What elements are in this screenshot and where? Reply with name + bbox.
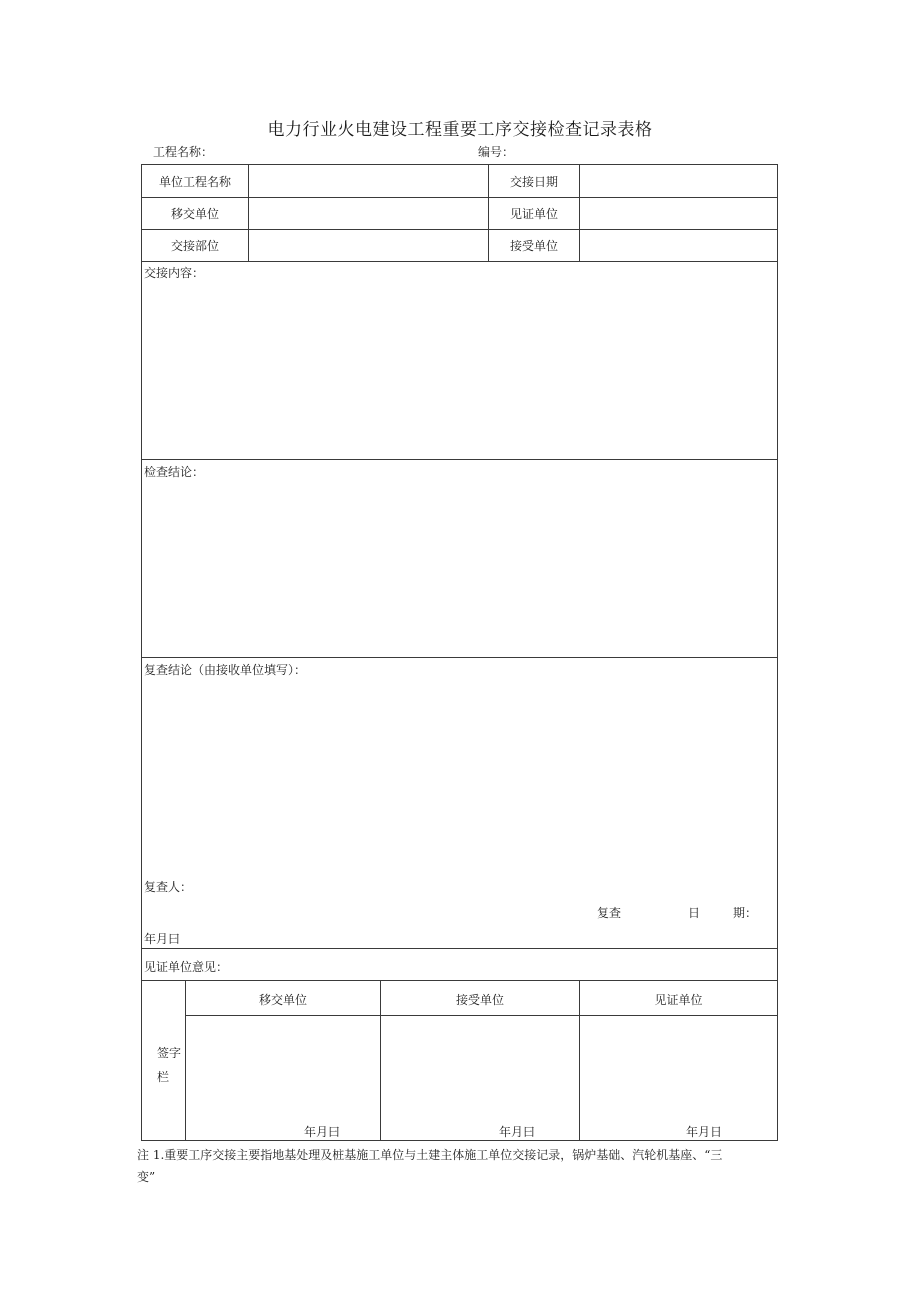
receiving-unit-label: 接受单位 [509,239,558,253]
signature-area-witness[interactable] [580,1016,777,1116]
project-name-label: 工程名称： [153,145,214,159]
recheck-date-label-b: 日 [688,906,701,920]
signature-label-line1: 签字 [157,1046,182,1060]
footnote-line-2: 变” [137,1170,156,1184]
handover-content-area[interactable] [142,282,777,458]
handover-part-label: 交接部位 [170,239,219,253]
inspection-conclusion-area[interactable] [142,481,777,656]
footnote-line-1: 注 1.重要工序交接主要指地基处理及桩基施工单位与土建主体施工单位交接记录，锅炉基础、汽轮机基座、“三 [137,1148,723,1162]
receiving-unit-field[interactable] [580,230,777,261]
recheck-ymd: 年月曰 [144,932,181,946]
recheck-date-label-a: 复查 [597,906,622,920]
unit-project-name-field[interactable] [249,165,488,197]
handover-part-field[interactable] [249,230,488,261]
signature-col-witness: 见证单位 [654,993,703,1007]
signature-date-receiving: 年月曰 [499,1125,536,1139]
inspection-conclusion-label: 检查结论： [144,465,205,479]
signature-area-receiving[interactable] [381,1016,579,1116]
footnote [137,1144,787,1188]
page-title: 电力行业火电建设工程重要工序交接检查记录表格 [267,120,653,140]
transfer-unit-field[interactable] [249,198,488,229]
witness-unit-label: 见证单位 [509,207,558,221]
unit-project-name-label: 单位工程名称 [158,175,231,189]
rechecker-label: 复查人： [144,880,193,894]
recheck-date-label-c: 期： [733,906,758,920]
recheck-conclusion-label: 复查结论（由接收单位填写）： [144,663,307,677]
signature-date-witness: 年月日 [686,1125,723,1139]
handover-content-label: 交接内容： [144,266,205,280]
recheck-conclusion-area[interactable] [142,680,777,870]
signature-date-transfer: 年月曰 [304,1125,341,1139]
number-label: 编号： [478,145,515,159]
signature-col-transfer: 移交单位 [258,993,307,1007]
handover-date-label: 交接日期 [509,175,558,189]
witness-opinion-label: 见证单位意见： [144,960,229,974]
handover-date-field[interactable] [580,165,777,197]
signature-col-receiving: 接受单位 [455,993,504,1007]
signature-label-line2: 栏 [157,1070,170,1084]
signature-area-transfer[interactable] [186,1016,380,1116]
witness-unit-field[interactable] [580,198,777,229]
transfer-unit-label: 移交单位 [170,207,219,221]
